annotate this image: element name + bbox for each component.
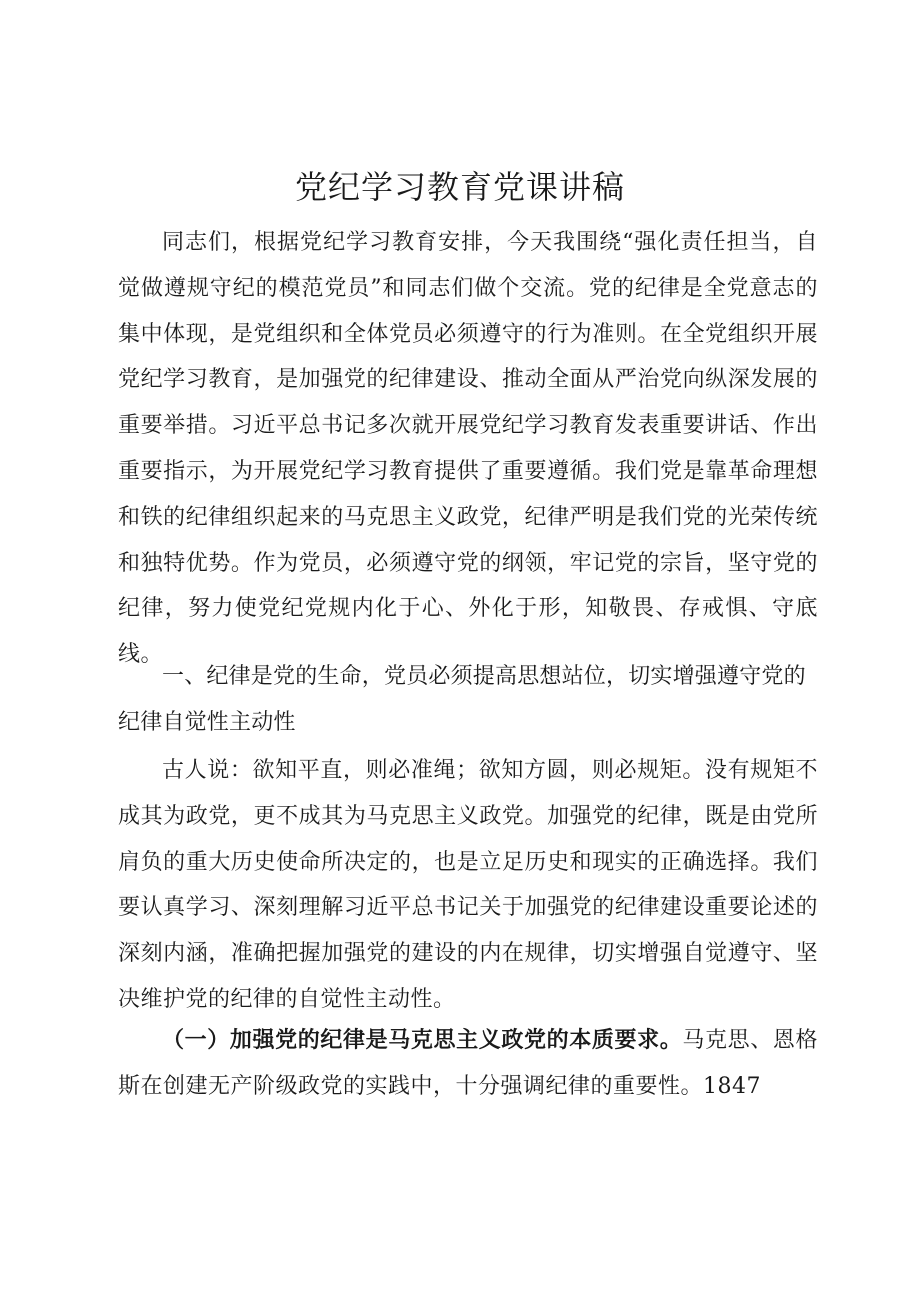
subsection-text: 马克思、恩格斯在创建无产阶级政党的实践中，十分强调纪律的重要性。1847 xyxy=(118,1028,818,1099)
section-heading: 一、纪律是党的生命，党员必须提高思想站位，切实增强遵守党的纪律自觉性主动性 xyxy=(118,664,806,735)
subsection-lead: （一）加强党的纪律是马克思主义政党的本质要求。 xyxy=(162,1027,683,1053)
section-paragraph: 古人说：欲知平直，则必准绳；欲知方圆，则必规矩。没有规矩不成其为政党，更不成其为马克思主义政党。加强党的纪律，既是由党所肩负的重大历史使命所决定的，也是立足历史和现实的正确选择。我们要认真学习、深刻理解习近平总书记关于加强党的纪律建设重要论述的深刻内涵，准确把握加强党的建设的内在规律，切实增强自觉遵守、坚决维护党的纪律的自觉性主动性。 xyxy=(118,758,818,1012)
document-title: 党纪学习教育党课讲稿 xyxy=(294,168,625,206)
intro-paragraph: 同志们，根据党纪学习教育安排，今天我围绕“强化责任担当，自觉做遵规守纪的模范党员”和同志们做个交流。党的纪律是全党意志的集中体现，是党组织和全体党员必须遵守的行为准则。在全党组织开展党纪学习教育，是加强党的纪律建设、推动全面从严治党向纵深发展的重要举措。习近平总书记多次就开展党纪学习教育发表重要讲话、作出重要指示，为开展党纪学习教育提供了重要遵循。我们党是靠革命理想和铁的纪律组织起来的马克思主义政党，纪律严明是我们党的光荣传统和独特优势。作为党员，必须遵守党的纲领，牢记党的宗旨，坚守党的纪律，努力使党纪党规内化于心、外化于形，知敬畏、存戒惧、守底线。 xyxy=(118,230,818,668)
subsection-paragraph xyxy=(118,1018,818,1110)
